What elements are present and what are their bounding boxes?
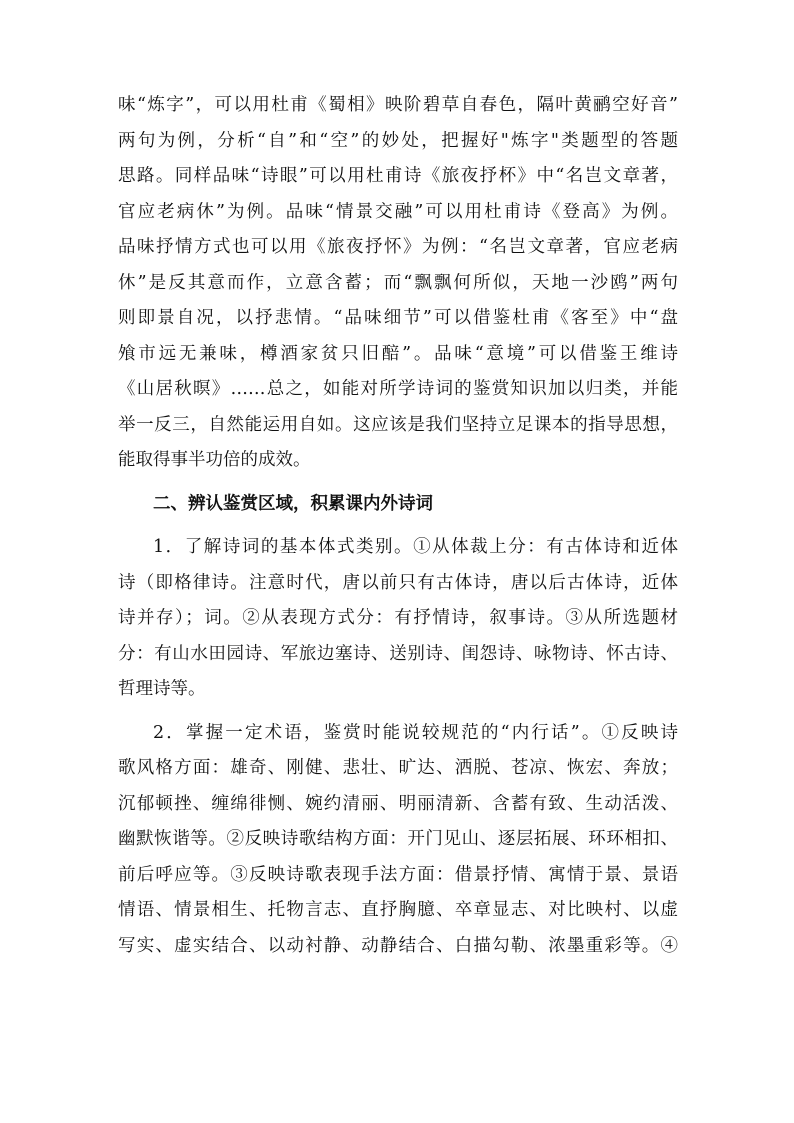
text-line: 诗并存）；词。②从表现方式分：有抒情诗，叙事诗。③从所选题材 (118, 608, 678, 628)
paragraph-gap (118, 708, 678, 716)
text-line: 哲理诗等。 (118, 679, 206, 699)
text-line: 分：有山水田园诗、军旅边塞诗、送别诗、闺怨诗、咏物诗、怀古诗、 (118, 643, 678, 664)
text-line: 思路。同样品味“诗眼”可以用杜甫诗《旅夜抒杯》中“名岂文章著， (118, 166, 678, 186)
text-line: 飧市远无兼味，樽酒家贫只旧醅”。品味“意境”可以借鉴王维诗 (118, 343, 678, 364)
text-line: 则即景自况，以抒悲情。“品味细节”可以借鉴杜甫《客至》中“盘 (118, 308, 678, 328)
text-line: 能取得事半功倍的成效。 (118, 450, 311, 470)
text-line: 沉郁顿挫、缠绵徘恻、婉约清丽、明丽清新、含蓄有致、生动活泼、 (118, 793, 678, 814)
text-line: 品味抒情方式也可以用《旅夜抒怀》为例：“名岂文章著，官应老病 (118, 237, 678, 257)
text-line: 休”是反其意而作，立意含蓄；而“飘飘何所似，天地一沙鸥”两句 (118, 272, 678, 293)
text-line: 两句为例，分析“自”和“空”的妙处，把握好"炼字"类题型的答题 (118, 130, 678, 151)
paragraph-gap (118, 479, 678, 487)
text-line: 《山居秋暝》……总之，如能对所学诗词的鉴赏知识加以归类，并能 (118, 379, 678, 399)
text-line: 写实、虚实结合、以动衬静、动静结合、白描勾勒、浓墨重彩等。④ (118, 935, 678, 956)
text-line: 歌风格方面：雄奇、刚健、悲壮、旷达、洒脱、苍凉、恢宏、奔放； (118, 758, 678, 778)
paragraph-3 (118, 716, 678, 965)
paragraph-gap (118, 522, 678, 530)
text-line: 1．了解诗词的基本体式类别。①从体裁上分：有古体诗和近体 (153, 537, 678, 557)
section-heading: 二、辨认鉴赏区域，积累课内外诗词 (153, 493, 433, 514)
text-line: 举一反三，自然能运用自如。这应该是我们坚持立足课本的指导思想， (118, 414, 678, 435)
text-line: 幽默恢谐等。②反映诗歌结构方面：开门见山、逐层拓展、环环相扣、 (118, 829, 678, 849)
paragraph-2 (118, 530, 678, 708)
text-line: 前后呼应等。③反映诗歌表现手法方面：借景抒情、寓情于景、景语 (118, 864, 678, 885)
text-line: 2．掌握一定术语，鉴赏时能说较规范的“内行话”。①反映诗 (153, 722, 678, 743)
text-line: 味“炼字”，可以用杜甫《蜀相》映阶碧草自春色，隔叶黄鹂空好音” (118, 95, 678, 115)
text-line: 情语、情景相生、托物言志、直抒胸臆、卒章显志、对比映村、以虚 (118, 900, 678, 920)
text-line: 官应老病休”为例。品味“情景交融”可以用杜甫诗《登高》为例。 (118, 201, 678, 222)
document-body (118, 88, 678, 964)
paragraph-1 (118, 88, 678, 479)
text-line: 诗（即格律诗。注意时代，唐以前只有古体诗，唐以后古体诗，近体 (118, 572, 678, 593)
